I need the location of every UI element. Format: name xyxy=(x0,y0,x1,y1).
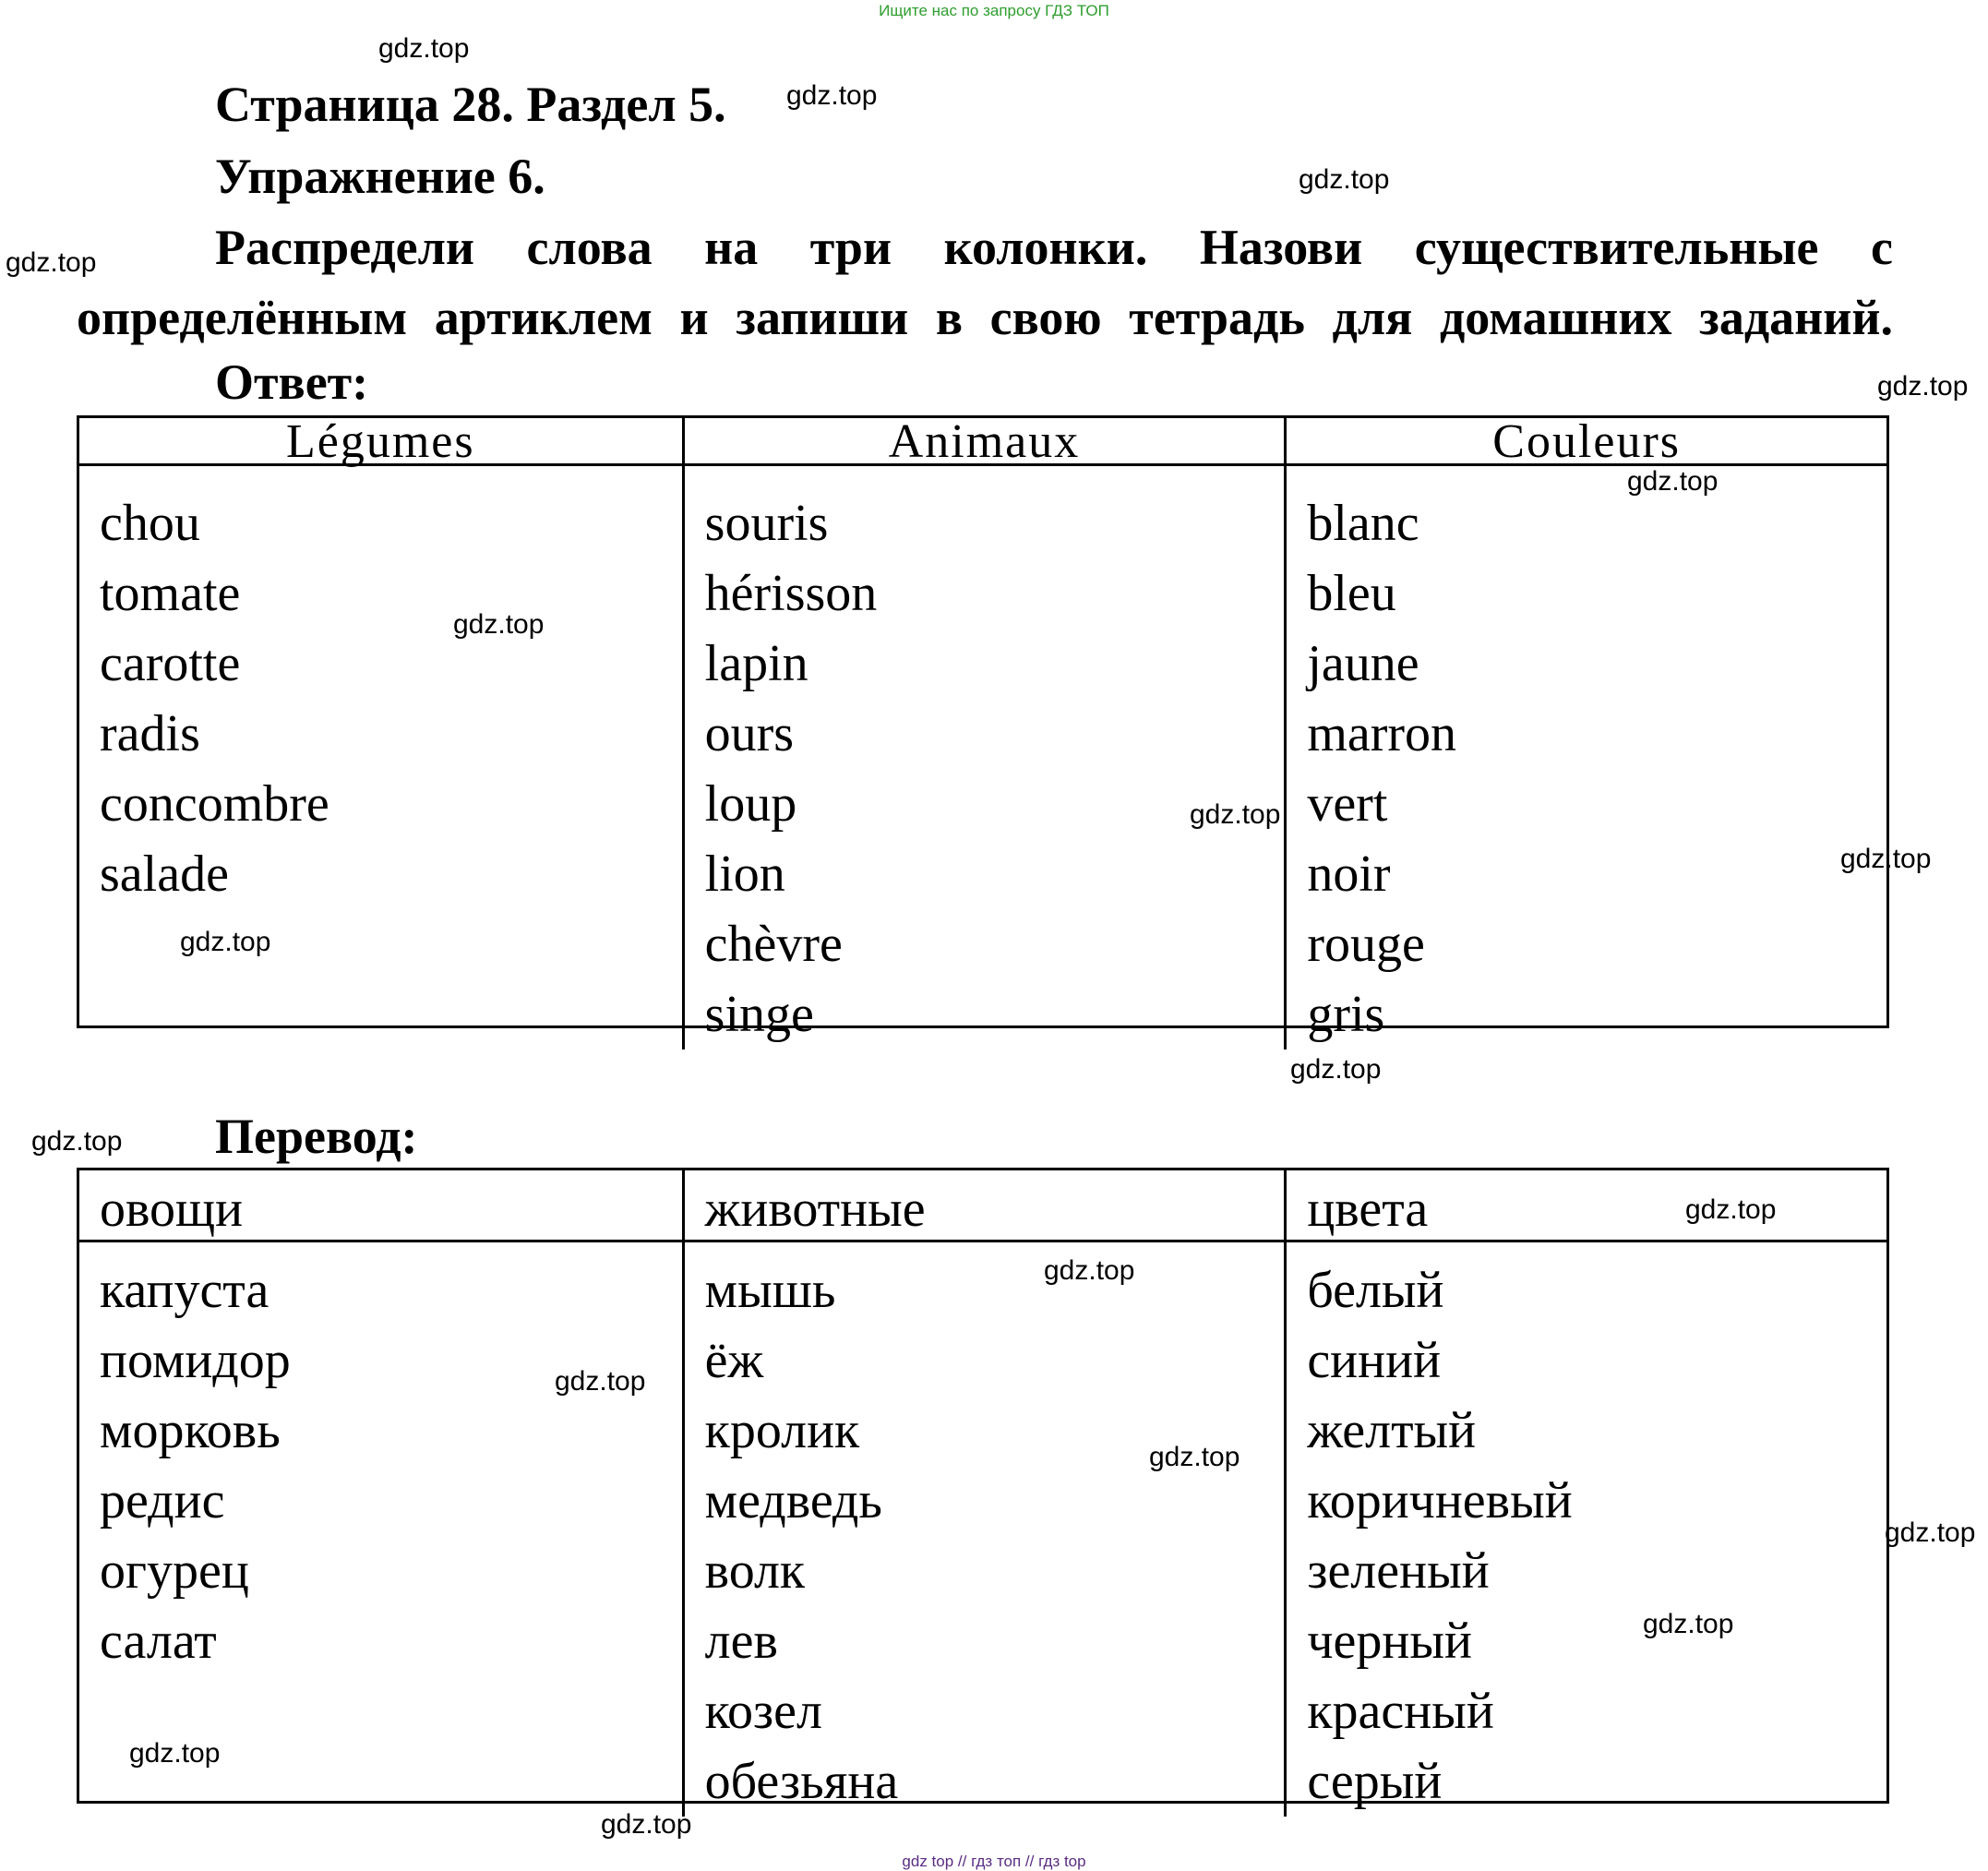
answer-word: singe xyxy=(704,986,814,1043)
answer-word: gris xyxy=(1307,986,1385,1043)
answer-word: vert xyxy=(1307,775,1388,833)
answer-word: noir xyxy=(1307,846,1391,903)
watermark: gdz.top xyxy=(453,609,545,640)
answer-word: rouge xyxy=(1307,916,1425,973)
translation-word: черный xyxy=(1307,1613,1472,1670)
answer-column-couleurs xyxy=(1284,415,1886,1049)
watermark: gdz.top xyxy=(1840,844,1932,874)
watermark: gdz.top xyxy=(129,1738,221,1769)
answer-word: ours xyxy=(704,705,795,762)
translation-word: синий xyxy=(1307,1332,1442,1389)
translation-word: козел xyxy=(704,1683,822,1740)
answer-word: chèvre xyxy=(704,916,843,973)
watermark: gdz.top xyxy=(1643,1609,1734,1639)
answer-word: jaune xyxy=(1307,635,1419,692)
task-text-line-2: определённым артиклем и запиши в свою тетрадь для домашних заданий. xyxy=(77,290,1893,345)
answer-label: Ответ: xyxy=(215,354,369,410)
answer-column-animaux xyxy=(682,415,1285,1049)
translation-word: обезьяна xyxy=(704,1753,899,1810)
answer-header-legumes: Légumes xyxy=(79,418,682,466)
answer-word: salade xyxy=(100,846,229,903)
translation-word: лев xyxy=(704,1613,778,1670)
translation-label: Перевод: xyxy=(215,1109,418,1164)
watermark: gdz.top xyxy=(31,1126,123,1157)
translation-word: зеленый xyxy=(1307,1542,1490,1600)
answer-word: lion xyxy=(704,846,785,903)
watermark: gdz.top xyxy=(378,33,470,64)
translation-word: ёж xyxy=(704,1332,764,1389)
answer-column-legumes xyxy=(79,415,682,1049)
translation-word: помидор xyxy=(100,1332,291,1389)
answer-word: tomate xyxy=(100,565,241,622)
answer-word: concombre xyxy=(100,775,329,833)
translation-word: красный xyxy=(1307,1683,1494,1740)
translation-header-animals: животные xyxy=(685,1170,1285,1242)
translation-table xyxy=(77,1168,1889,1810)
watermark: gdz.top xyxy=(6,247,97,278)
task-text-line-1: Распредели слова на три колонки. Назови существительные с xyxy=(215,220,1893,275)
translation-column-animals xyxy=(682,1170,1285,1817)
watermark: gdz.top xyxy=(1885,1517,1976,1548)
answer-word: carotte xyxy=(100,635,241,692)
footer-watermark: gdz top // гдз топ // гдз top xyxy=(902,1853,1086,1870)
watermark: gdz.top xyxy=(180,927,271,957)
answer-header-animaux: Animaux xyxy=(685,418,1285,466)
top-banner: Ищите нас по запросу ГДЗ ТОП xyxy=(879,2,1109,19)
answer-word: chou xyxy=(100,495,200,552)
exercise-title: Упражнение 6. xyxy=(215,149,545,204)
answer-word: souris xyxy=(704,495,829,552)
translation-word: коричневый xyxy=(1307,1472,1573,1529)
answer-word: bleu xyxy=(1307,565,1396,622)
translation-word: салат xyxy=(100,1613,217,1670)
watermark: gdz.top xyxy=(1290,1054,1382,1085)
watermark: gdz.top xyxy=(601,1809,692,1840)
watermark: gdz.top xyxy=(1877,371,1969,402)
translation-word: огурец xyxy=(100,1542,249,1600)
watermark: gdz.top xyxy=(1685,1194,1777,1225)
translation-word: редис xyxy=(100,1472,225,1529)
translation-word: мышь xyxy=(704,1262,836,1319)
answer-word: blanc xyxy=(1307,495,1419,552)
translation-word: желтый xyxy=(1307,1402,1477,1459)
answer-word: loup xyxy=(704,775,797,833)
answer-word: radis xyxy=(100,705,200,762)
translation-word: капуста xyxy=(100,1262,269,1319)
translation-header-colors: цвета xyxy=(1287,1170,1886,1242)
answer-word: lapin xyxy=(704,635,808,692)
watermark: gdz.top xyxy=(1190,799,1281,830)
translation-column-colors xyxy=(1284,1170,1886,1817)
translation-word: кролик xyxy=(704,1402,860,1459)
translation-word: медведь xyxy=(704,1472,882,1529)
answer-table xyxy=(77,415,1889,1043)
watermark: gdz.top xyxy=(1299,164,1390,195)
watermark: gdz.top xyxy=(1149,1442,1240,1472)
answer-word: hérisson xyxy=(704,565,878,622)
watermark: gdz.top xyxy=(1627,466,1719,497)
watermark: gdz.top xyxy=(1044,1255,1135,1286)
translation-header-vegetables: овощи xyxy=(79,1170,682,1242)
translation-column-vegetables xyxy=(79,1170,682,1817)
translation-word: белый xyxy=(1307,1262,1444,1319)
watermark: gdz.top xyxy=(555,1366,646,1397)
translation-word: серый xyxy=(1307,1753,1443,1810)
page-title: Страница 28. Раздел 5. xyxy=(215,77,726,132)
watermark: gdz.top xyxy=(786,80,878,111)
translation-word: морковь xyxy=(100,1402,281,1459)
translation-word: волк xyxy=(704,1542,806,1600)
answer-word: marron xyxy=(1307,705,1457,762)
answer-header-couleurs: Couleurs xyxy=(1287,418,1886,466)
